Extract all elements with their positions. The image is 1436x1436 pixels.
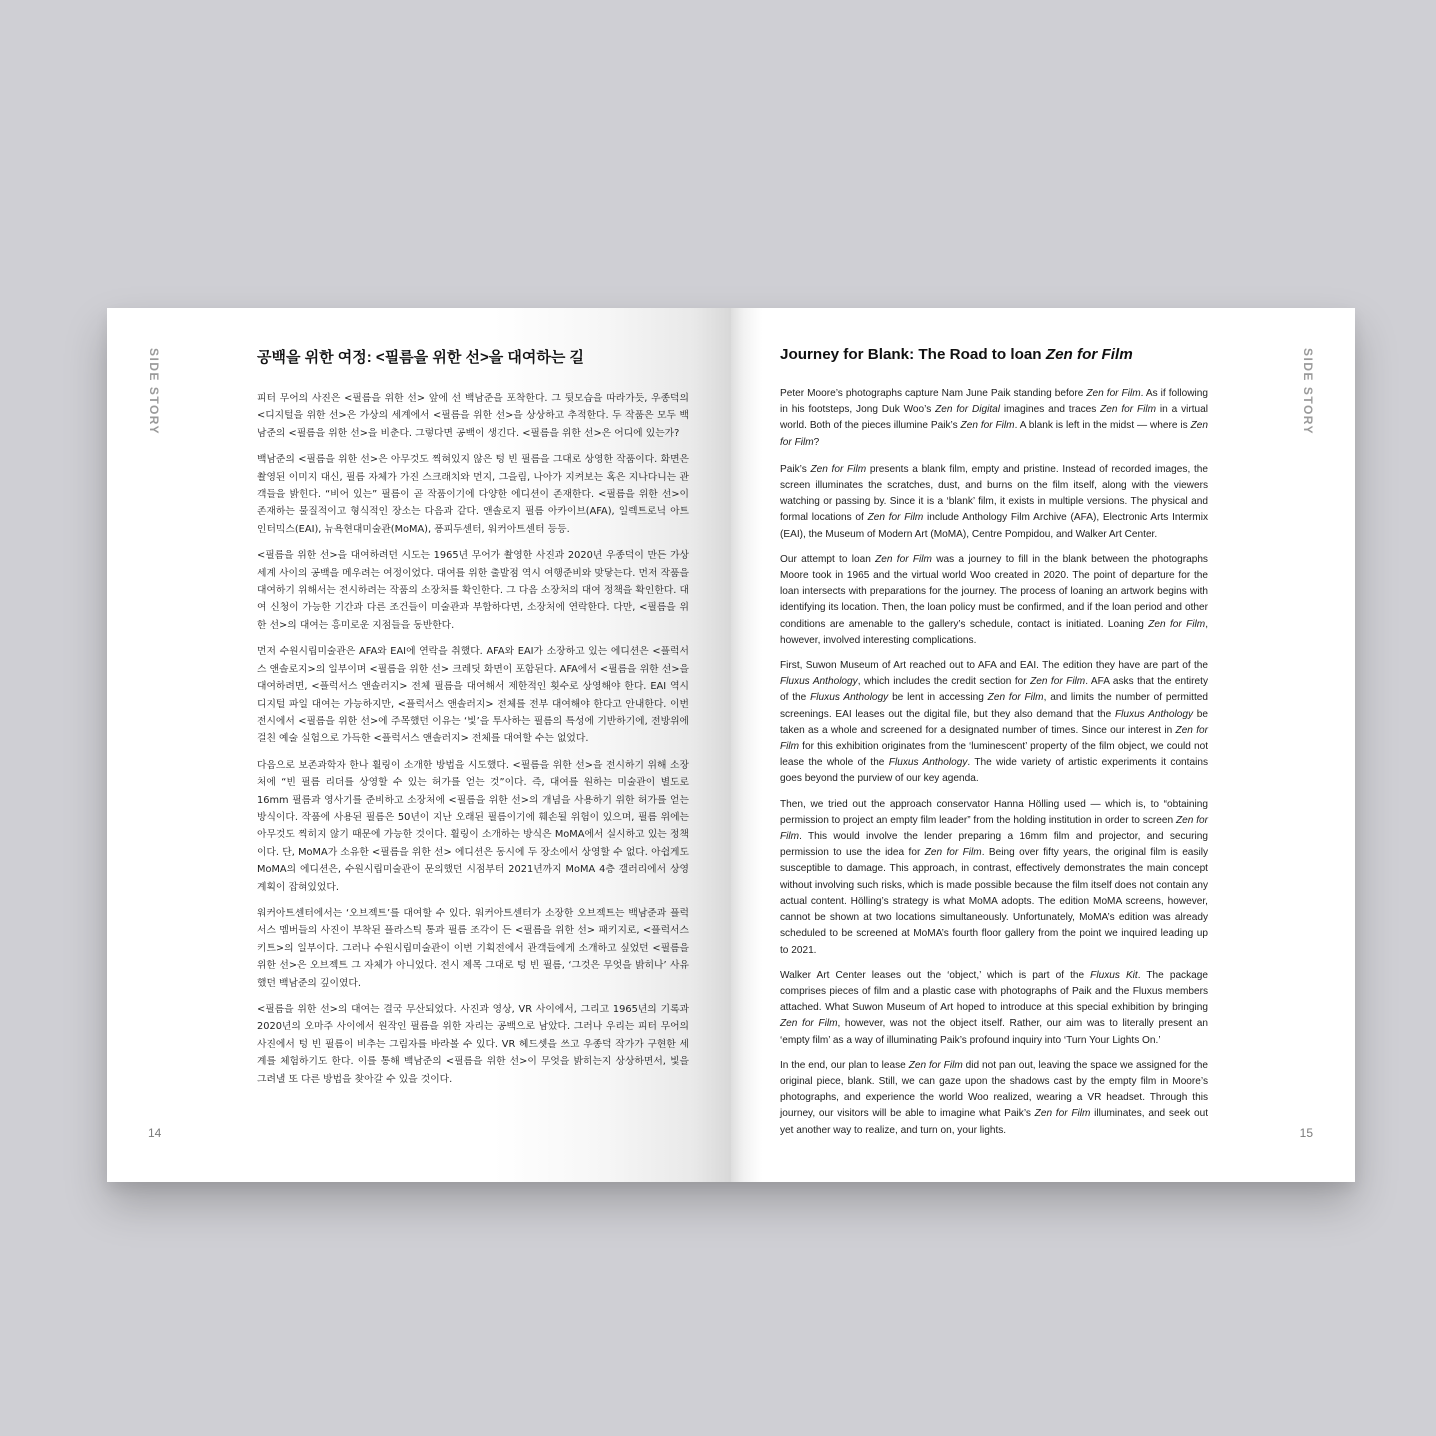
italic-title-run: Fluxus Anthology bbox=[888, 757, 968, 769]
english-paragraph: Our attempt to loan Zen for Film was a journey to fill in the blank between the photographs Moore took in 1965 and the virtual world Woo created in 2020. The point of departure for the loan intersects with preparations for the journey. The process of loaning an artwork begins with identifying its location. Then, the loan policy must be confirmed, and if the loan period and other conditions are amenable to the gallery’s schedule, contact is initiated. Loaning Zen for Film, however, involved interesting complications. bbox=[780, 553, 1209, 646]
italic-title-run: Zen for Film bbox=[1148, 618, 1206, 630]
right-page bbox=[731, 308, 1355, 1182]
side-story-label: SIDE STORY bbox=[1301, 348, 1315, 436]
italic-title-run: Zen for Digital bbox=[935, 404, 1001, 416]
korean-paragraph: 백남준의 <필름을 위한 선>은 아무것도 찍혀있지 않은 텅 빈 필름을 그대로 상영한 작품이다. 화면은 촬영된 이미지 대신, 필름 자체가 가진 스크래치와 먼지, 그을림, 나아가 지켜보는 혹은 지나다니는 관객들을 밝힌다. “비어 있는” 필름이 곧 작품이기에 다양한 에디션이 존재한다. <필름을 위한 선>이 존재하는 물질적이고 형식적인 장소는 다음과 같다. 앤솔로지 필름 아카이브(AFA), 일렉트로닉 아트 인터믹스(EAI), 뉴욕현대미술관(MoMA), 퐁피두센터, 워커아트센터 등등. bbox=[257, 454, 689, 535]
italic-title-run: Fluxus Anthology bbox=[780, 676, 858, 688]
title-italic-text: Zen for Film bbox=[1045, 346, 1133, 363]
article-title-english bbox=[780, 346, 1208, 363]
english-paragraph: Walker Art Center leases out the ‘object,’ which is part of the Fluxus Kit. The package comprises pieces of film and a plastic case with photographs of Paik and the Fluxus members attached. What Suwon Museum of Art hoped to introduce at this special exhibition by bringing Zen for Film, however, was not the object itself. Rather, our aim was to literally present an ‘empty film’ as a way of illuminating Paik’s profound inquiry into ‘Turn Your Lights On.’ bbox=[780, 969, 1208, 1046]
korean-paragraph: 다음으로 보존과학자 한나 횔링이 소개한 방법을 시도했다. <필름을 위한 선>을 전시하기 위해 소장처에 “빈 필름 리더를 상영할 수 있는 허가를 얻는 것”이다. 즉, 대여를 원하는 미술관이 별도로 16mm 필름과 영사기를 준비하고 소장처에 <필름을 위한 선>의 개념을 사용하기 위한 허가를 얻는 방식이다. 작품에 사용된 필름은 50년이 지난 오래된 필름이기에 훼손될 위험이 있으며, 필름 위에는 아무것도 찍히지 않기 때문에 가능한 것이다. 횔링이 소개하는 방식은 MoMA에서 실시하고 있는 정책이다. 단, MoMA가 소유한 <필름을 위한 선> 에디션은 동시에 두 장소에서 상영할 수 없다. 아쉽게도 MoMA의 에디션은, 수원시립미술관이 문의했던 시점부터 2021년까지 MoMA 4층 갤러리에서 상영 계획이 잡혀있었다. bbox=[257, 759, 689, 893]
italic-title-run: Zen for Film bbox=[908, 1059, 963, 1071]
italic-title-run: Zen for Film bbox=[1100, 404, 1157, 416]
page-number: 14 bbox=[148, 1126, 162, 1140]
english-paragraph: Paik’s Zen for Film presents a blank film, empty and pristine. Instead of recorded images, the screen illuminates the scratches, dust, and burns on the film itself, along with the viewers watching or passing by. Since it is a ‘blank’ film, it exists in multiple versions. The physical and formal locations of Zen for Film include Anthology Film Archive (AFA), Electronic Arts Intermix (EAI), the Museum of Modern Art (MoMA), Centre Pompidou, and Walker Art Center. bbox=[780, 463, 1208, 540]
italic-title-run: Zen for Film bbox=[924, 847, 982, 859]
korean-article bbox=[257, 346, 689, 1097]
korean-paragraph: <필름을 위한 선>을 대여하려던 시도는 1965년 무어가 촬영한 사진과 2020년 우종덕이 만든 가상세계 사이의 공백을 메우려는 여정이었다. 대여를 위한 출발점 역시 여행준비와 맞닿는다. 먼저 작품을 대여하기 위해서는 전시하려는 작품의 소장처를 확인한다. 그 다음 소장처의 대여 정책을 확인한다. 대여 신청이 가능한 기간과 다른 조건들이 미술관과 부합하다면, 소장처에 연락한다. 다만, <필름을 위한 선>의 대여는 흥미로운 지점들을 동반한다. bbox=[257, 550, 689, 631]
italic-title-run: Zen for Film bbox=[1034, 1108, 1091, 1120]
italic-title-run: Zen for Film bbox=[1030, 676, 1086, 688]
italic-title-run: Zen for Film bbox=[987, 692, 1044, 704]
page-number: 15 bbox=[1299, 1126, 1313, 1140]
italic-title-run: Fluxus Kit bbox=[1090, 969, 1138, 981]
italic-title-run: Zen for Film bbox=[780, 1018, 838, 1030]
english-article bbox=[780, 346, 1208, 1148]
english-paragraph: In the end, our plan to lease Zen for Film did not pan out, leaving the space we assigned for the original piece, blank. Still, we can gaze upon the shadows cast by the empty film in Moore’s photographs, and experience the world Woo realized, wearing a VR headset. Through this journey, our visitors will be able to imagine what Paik’s Zen for Film illuminates, and seek out yet another way to realize, and turn on, your lights. bbox=[780, 1059, 1208, 1136]
italic-title-run: Zen for Film bbox=[780, 420, 1208, 448]
korean-paragraph: <필름을 위한 선>의 대여는 결국 무산되었다. 사진과 영상, VR 사이에서, 그리고 1965년의 기록과 2020년의 오마주 사이에서 원작인 필름을 위한 자리는 공백으로 남았다. 그러나 우리는 피터 무어의 사진에서 텅 빈 필름이 비추는 그림자를 바라볼 수 있다. VR 헤드셋을 쓰고 우종덕 작가가 구현한 세계를 체험하기도 한다. 이를 통해 백남준의 <필름을 위한 선>이 무엇을 밝히는지 상상하면서, 빛을 그려낼 또 다른 방법을 찾아갈 수 있을 것이다. bbox=[257, 1004, 689, 1085]
italic-title-run: Zen for Film bbox=[867, 512, 924, 524]
italic-title-run: Zen for Film bbox=[810, 463, 867, 475]
korean-paragraph: 워커아트센터에서는 ‘오브젝트’를 대여할 수 있다. 워커아트센터가 소장한 오브젝트는 백남준과 플럭서스 멤버들의 사진이 부착된 플라스틱 통과 필름 조각이 든 <필름을 위한 선> 패키지로, <플럭서스 키트>의 일부이다. 그러나 수원시립미술관이 이번 기획전에서 관객들에게 소개하고 싶었던 <필름을 위한 선>은 오브젝트 그 자체가 아니었다. 전시 제목 그대로 텅 빈 필름, ‘그것은 무엇을 밝히나’ 사유했던 백남준의 깊이였다. bbox=[257, 907, 690, 989]
italic-title-run: Fluxus Anthology bbox=[1115, 708, 1194, 720]
english-paragraph: First, Suwon Museum of Art reached out to AFA and EAI. The edition they have are part of the Fluxus Anthology, which includes the credit section for Zen for Film. AFA asks that the entirety of the Fluxus Anthology be lent in accessing Zen for Film, and limits the number of permitted screenings. EAI leases out the digital file, but they also demand that the Fluxus Anthology be taken as a whole and screened for a designated number of times. Since our interest in Zen for Film for this exhibition originates from the ‘luminescent’ property of the film object, we could not lease the whole of the Fluxus Anthology. The wide variety of artistic experiments it contains goes beyond the purview of our key agenda. bbox=[780, 660, 1209, 785]
italic-title-run: Zen for Film bbox=[780, 814, 1208, 843]
title-text: Journey for Blank: The Road to loan bbox=[780, 346, 1046, 363]
italic-title-run: Zen for Film bbox=[1086, 388, 1141, 399]
korean-paragraph: 피터 무어의 사진은 <필름을 위한 선> 앞에 선 백남준을 포착한다. 그 뒷모습을 따라가듯, 우종덕의 <디지털을 위한 선>은 가상의 세계에서 <필름을 위한 선>을 상상하고 추적한다. 두 작품은 모두 백남준의 <필름을 위한 선>을 비춘다. 그렇다면 공백이 생긴다. <필름을 위한 선>은 어디에 있는가? bbox=[257, 393, 689, 439]
side-story-label: SIDE STORY bbox=[147, 348, 161, 436]
article-title-korean: 공백을 위한 여정: <필름을 위한 선>을 대여하는 길 bbox=[257, 349, 584, 366]
italic-title-run: Fluxus Anthology bbox=[810, 692, 889, 704]
italic-title-run: Zen for Film bbox=[780, 724, 1208, 753]
english-paragraph: Then, we tried out the approach conservator Hanna Hölling used — which is, to “obtaining permission to project an empty film leader” from the holding institution in order to screen Zen for Film. This would involve the lender preparing a 16mm film and projector, and securing permission to use the idea for Zen for Film. Being over fifty years, the original film is easily susceptible to damage. This approach, in contrast, effectively demonstrates the main concept without involving such risks, which is made possible because the film itself does not contain any actual content. Hölling’s strategy is what MoMA adopts. The edition MoMA screens, however, cannot be shown at two locations simultaneously. Unfortunately, MoMA’s edition was already scheduled to be screened at MoMA’s fourth floor gallery from the point we inquired leading up to 2021. bbox=[780, 798, 1208, 956]
english-paragraph: Peter Moore’s photographs capture Nam June Paik standing before Zen for Film. As if following in his footsteps, Jong Duk Woo’s Zen for Digital imagines and traces Zen for Film in a virtual world. Both of the pieces illumine Paik’s Zen for Film. A blank is left in the midst — where is Zen for Film? bbox=[780, 388, 1209, 448]
open-book bbox=[107, 308, 1355, 1182]
italic-title-run: Zen for Film bbox=[960, 420, 1015, 432]
korean-paragraph: 먼저 수원시립미술관은 AFA와 EAI에 연락을 취했다. AFA와 EAI가 소장하고 있는 에디션은 <플럭서스 앤솔로지>의 일부이며 <필름을 위한 선> 크레딧 화면이 포함된다. AFA에서 <필름을 위한 선>을 대여하려면, <플럭서스 앤솔러지> 전체 필름을 대여해서 제한적인 횟수로 상영해야 한다. EAI 역시 디지털 파일 대여는 가능하지만, <플럭서스 앤솔러지> 전체를 전부 대여해야 한다고 안내한다. 이번 전시에서 <필름을 위한 선>에 주목했던 이유는 ‘빛’을 투사하는 필름의 특성에 기반하기에, 전방위에 걸친 예술 실험으로 가득한 <플럭서스 앤솔러지> 전체를 대여할 수는 없었다. bbox=[257, 646, 689, 745]
italic-title-run: Zen for Film bbox=[875, 553, 932, 565]
left-page bbox=[107, 308, 731, 1182]
